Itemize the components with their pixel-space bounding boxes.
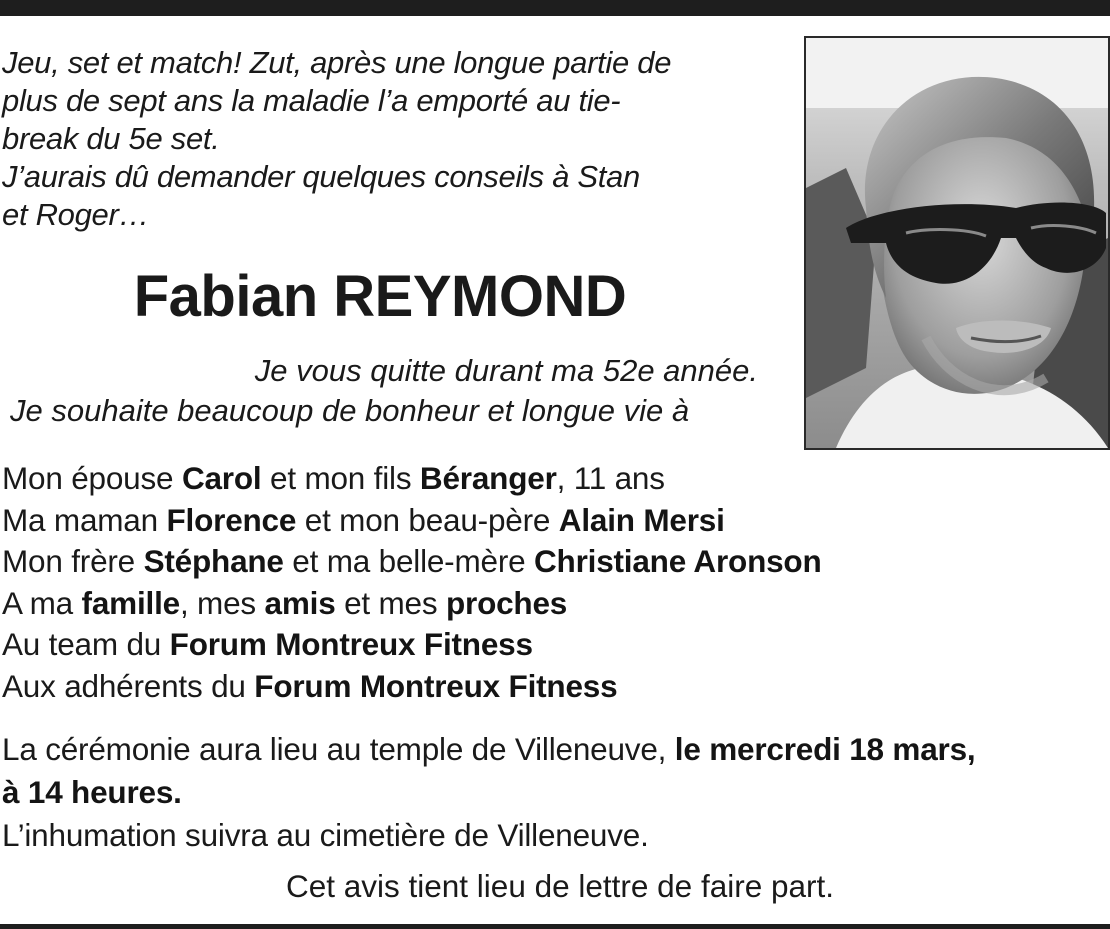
ceremony-time: à 14 heures.: [2, 774, 182, 810]
farewell-wish-line: Je souhaite beaucoup de bonheur et longue vie à: [10, 393, 690, 428]
family-name: famille: [81, 584, 180, 621]
family-text: et ma belle-mère: [283, 543, 534, 580]
family-text: , 11 ans: [556, 460, 665, 496]
deceased-name: Fabian REYMOND: [133, 264, 627, 329]
intro-text: [2, 44, 760, 234]
family-text: , mes: [179, 584, 265, 621]
family-text: Ma maman: [2, 501, 167, 538]
family-text: A ma: [2, 584, 82, 621]
top-rule: [0, 0, 1110, 16]
family-list: [2, 458, 1102, 708]
farewell-quit-line: Je vous quitte durant ma 52e année.: [254, 353, 758, 388]
intro-line-2: plus de sept ans la maladie l’a emporté au tie-: [2, 83, 621, 118]
portrait-image: [806, 38, 1108, 448]
family-line-mother: [2, 500, 1102, 542]
family-text: Aux adhérents du: [2, 667, 255, 704]
ceremony-line-3: L’inhumation suivra au cimetière de Villeneuve.: [2, 817, 649, 853]
family-name: Forum Montreux Fitness: [254, 667, 618, 704]
portrait-photo: [804, 36, 1110, 450]
intro-line-3: break du 5e set.: [2, 121, 220, 156]
family-name: proches: [445, 584, 568, 621]
family-text: et mon beau-père: [296, 501, 559, 538]
bottom-rule: [0, 924, 1110, 929]
ceremony-date: le mercredi 18 mars,: [674, 731, 976, 767]
family-name: Stéphane: [143, 543, 284, 580]
family-line-spouse: [2, 458, 1102, 500]
family-name: Béranger: [419, 460, 557, 496]
family-name: Christiane Aronson: [534, 543, 822, 580]
notice-footer: Cet avis tient lieu de lettre de faire part.: [285, 868, 835, 904]
family-name: Forum Montreux Fitness: [169, 626, 533, 663]
family-line-relatives: [2, 583, 1102, 625]
ceremony-info: [2, 728, 1102, 857]
family-text: Au team du: [2, 626, 170, 663]
family-text: et mes: [335, 584, 446, 621]
ceremony-text: La cérémonie aura lieu au temple de Villeneuve,: [2, 731, 675, 767]
family-line-team: [2, 624, 1102, 666]
family-line-brother: [2, 541, 1102, 583]
family-text: Mon épouse: [2, 460, 182, 496]
family-text: et mon fils: [261, 460, 420, 496]
family-name: Carol: [181, 460, 262, 496]
ceremony-line-1: [2, 728, 1102, 771]
ceremony-line-2: [2, 771, 1102, 814]
intro-line-4: J’aurais dû demander quelques conseils à Stan: [2, 159, 640, 194]
family-name: amis: [264, 584, 336, 621]
family-name: Florence: [166, 501, 297, 538]
family-line-members: [2, 666, 1102, 708]
intro-line-1: Jeu, set et match! Zut, après une longue partie de: [2, 45, 672, 80]
intro-line-5: et Roger…: [2, 197, 150, 232]
family-name: Alain Mersi: [558, 501, 725, 538]
family-text: Mon frère: [2, 543, 144, 580]
